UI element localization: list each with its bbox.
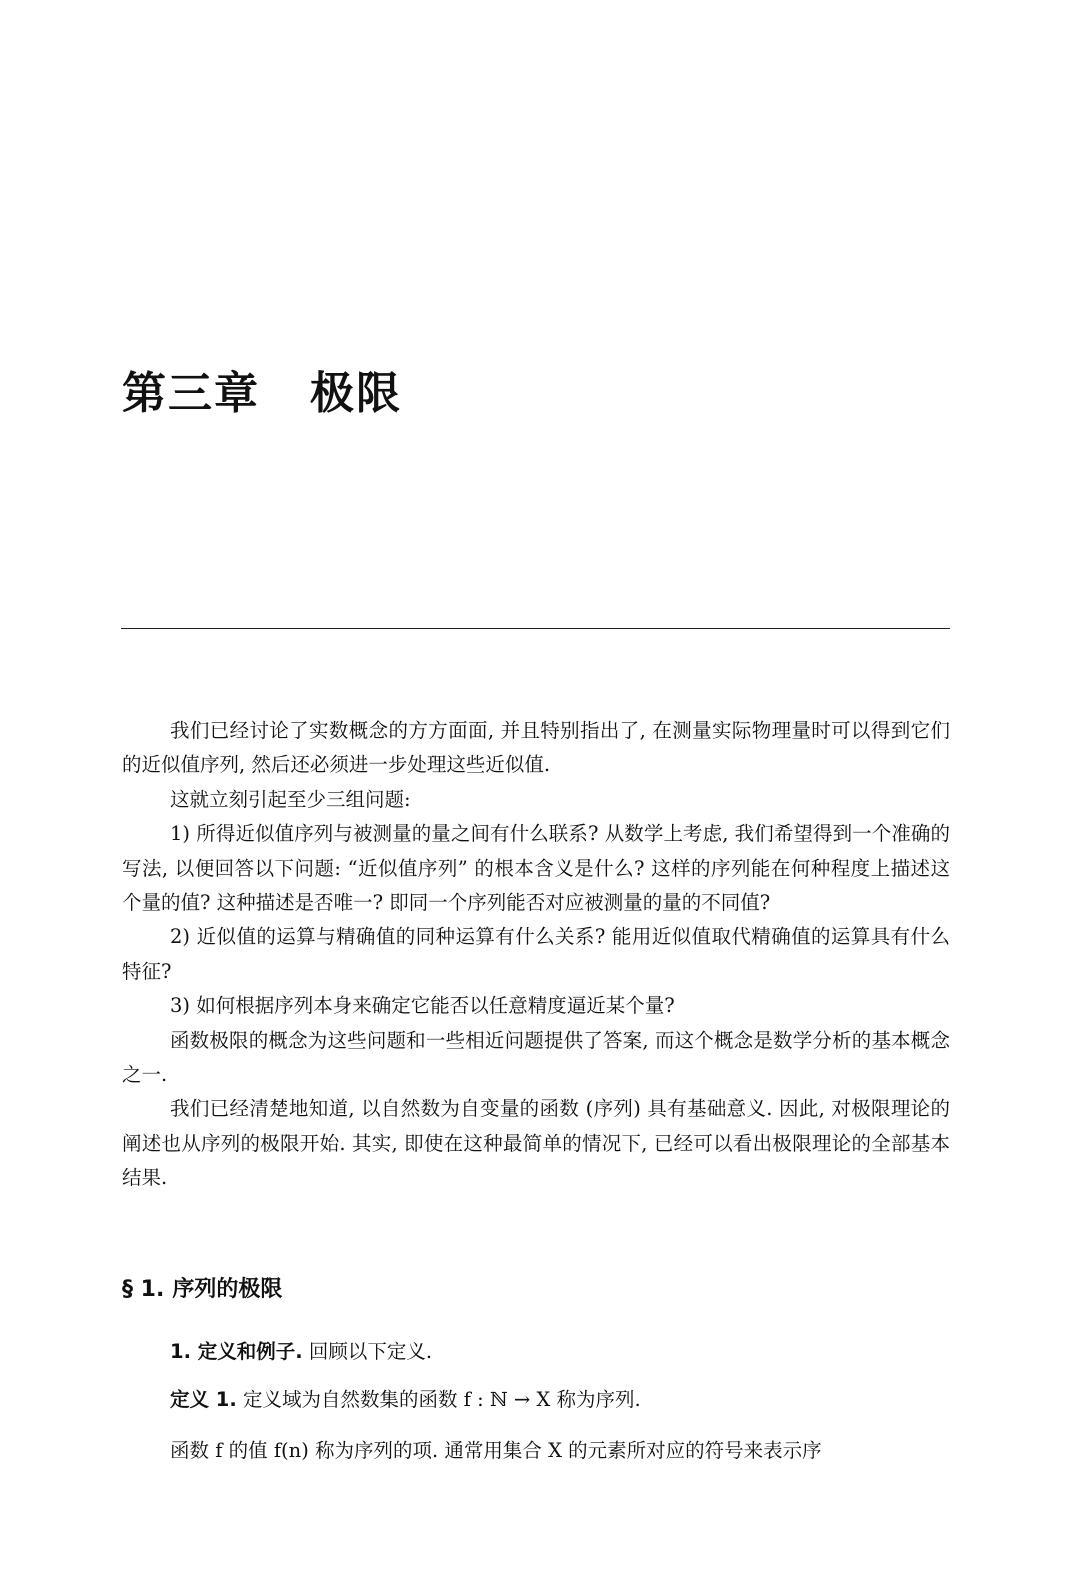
definition-label: 定义 1.	[170, 1388, 237, 1411]
chapter-title	[122, 368, 402, 419]
section-title: 序列的极限	[172, 1277, 283, 1302]
paragraph: 我们已经清楚地知道, 以自然数为自变量的函数 (序列) 具有基础意义. 因此, 对极限理论的阐述也从序列的极限开始. 其实, 即使在这种最简单的情况下, 已经可以看出极限理论的全部基本结果.	[122, 1097, 950, 1190]
subsection-label: 1. 定义和例子.	[170, 1340, 303, 1363]
paragraph: 3) 如何根据序列本身来确定它能否以任意精度逼近某个量?	[170, 994, 675, 1018]
definition	[170, 1384, 641, 1412]
chapter-name: 极限	[310, 368, 402, 419]
subsection-text: 回顾以下定义.	[308, 1340, 433, 1363]
intro-text	[122, 714, 950, 1196]
section-heading	[122, 1272, 282, 1303]
subsection-heading	[170, 1336, 432, 1364]
paragraph: 我们已经讨论了实数概念的方方面面, 并且特别指出了, 在测量实际物理量时可以得到它们的近似值序列, 然后还必须进一步处理这些近似值.	[122, 719, 950, 777]
definition-text: 定义域为自然数集的函数 f : ℕ → X 称为序列.	[242, 1388, 641, 1411]
paragraph: 这就立刻引起至少三组问题:	[170, 787, 411, 811]
chapter-number: 第三章	[122, 368, 260, 419]
section-number: § 1.	[122, 1277, 165, 1302]
chapter-divider	[121, 628, 950, 629]
continuation-text: 函数 f 的值 f(n) 称为序列的项. 通常用集合 X 的元素所对应的符号来表示序	[170, 1439, 822, 1462]
paragraph: 1) 所得近似值序列与被测量的量之间有什么联系? 从数学上考虑, 我们希望得到一个准确的写法, 以便回答以下问题: “近似值序列” 的根本含义是什么? 这样的序列能在何种程度上描述这个量的值? 这种描述是否唯一? 即同一个序列能否对应被测量的量的不同值?	[122, 822, 950, 915]
paragraph: 2) 近似值的运算与精确值的同种运算有什么关系? 能用近似值取代精确值的运算具有什么特征?	[122, 925, 950, 983]
paragraph: 函数极限的概念为这些问题和一些相近问题提供了答案, 而这个概念是数学分析的基本概念之一.	[122, 1028, 950, 1087]
